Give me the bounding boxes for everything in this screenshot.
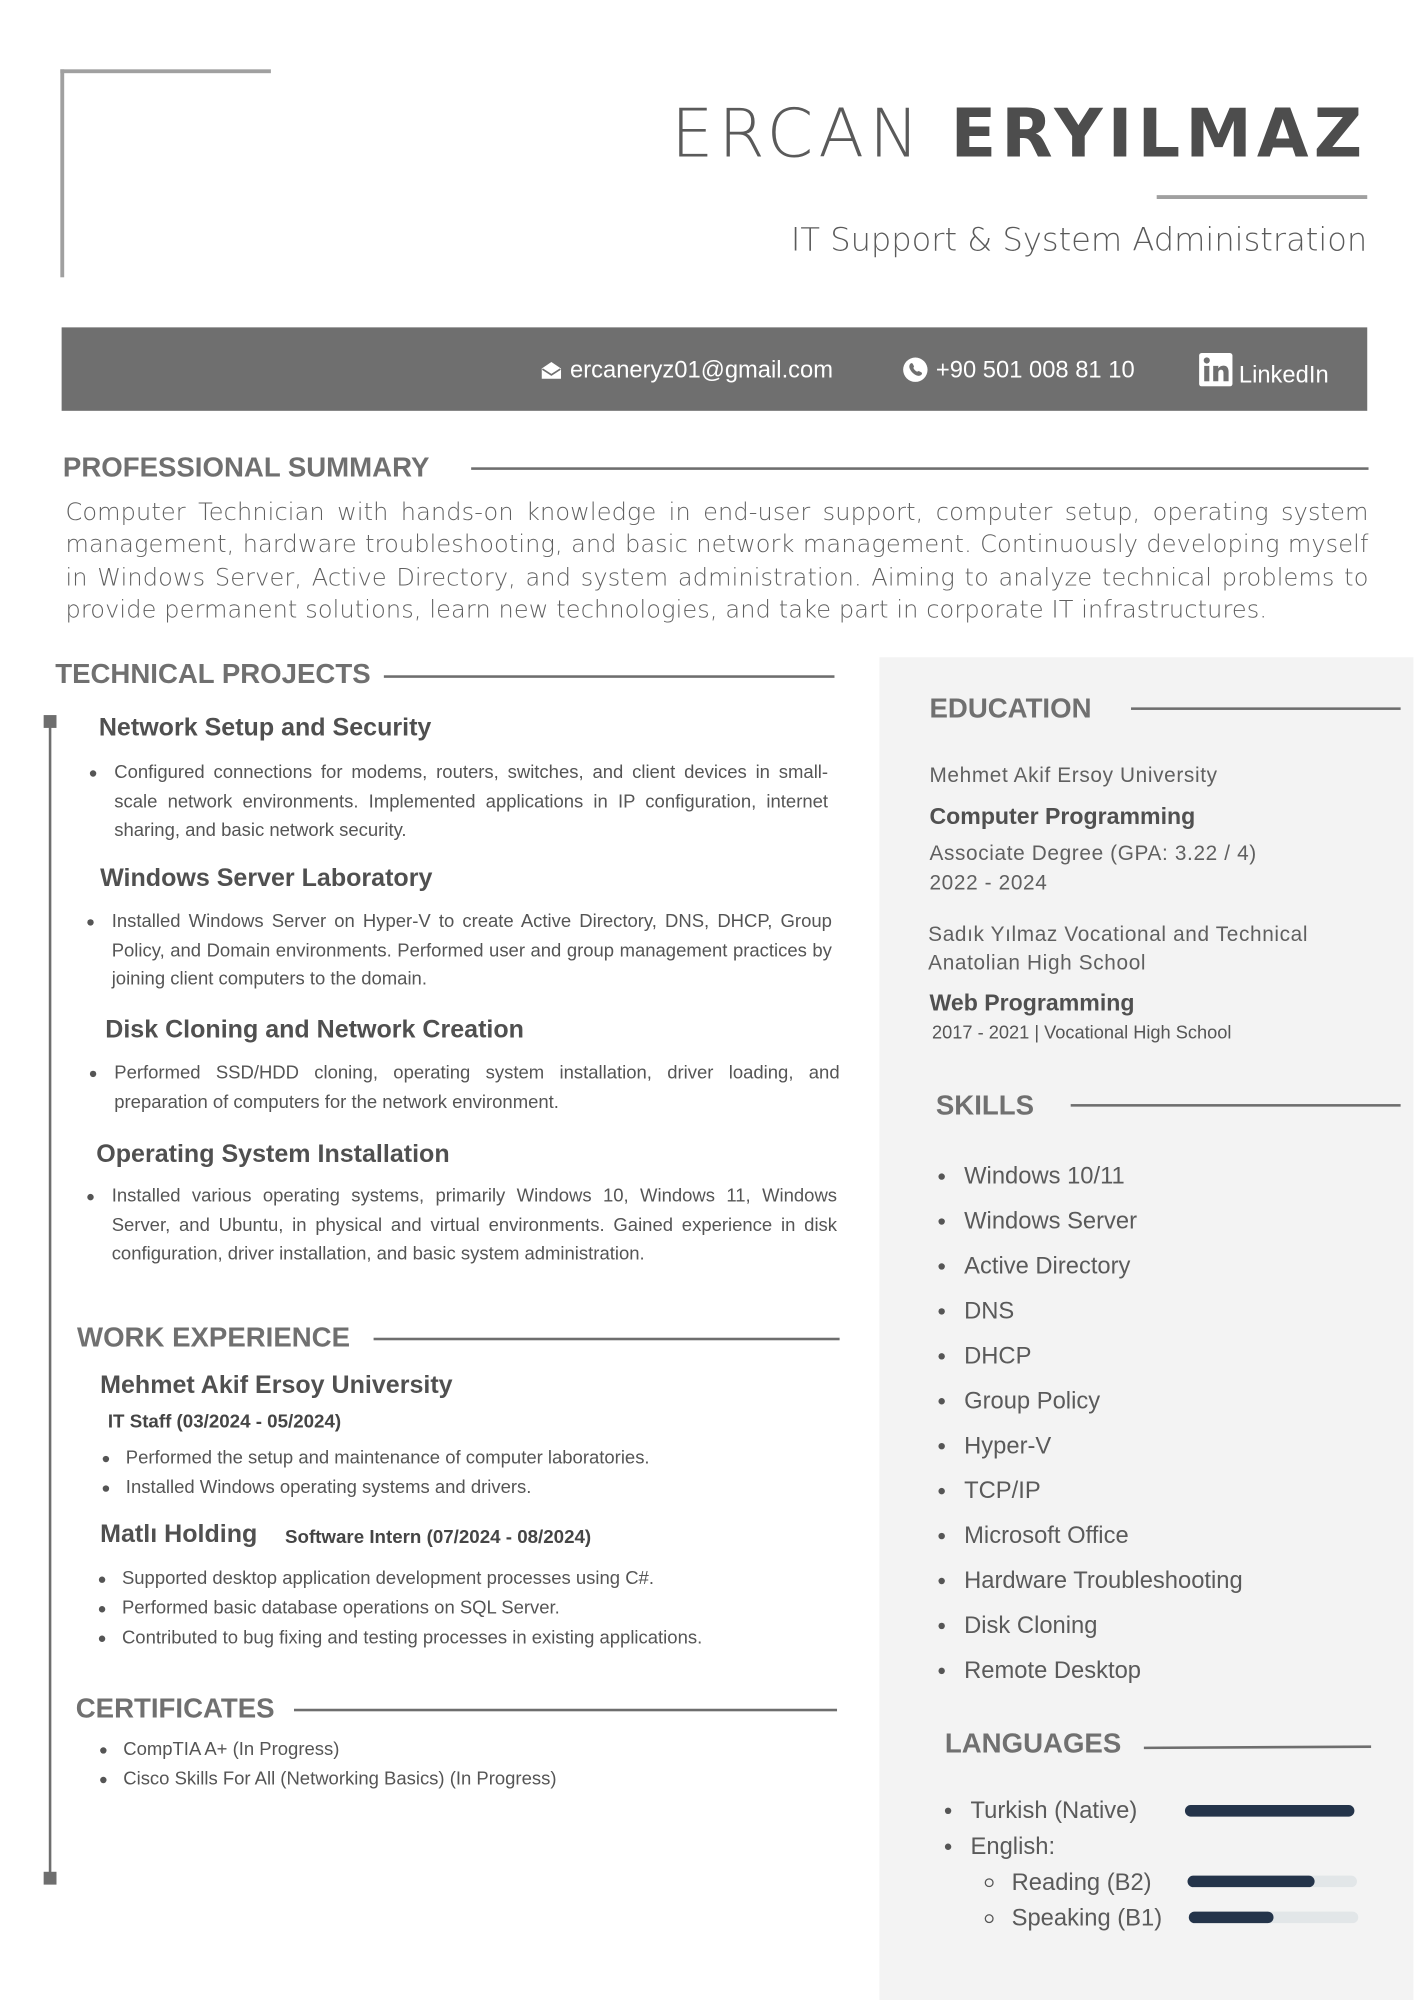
experience-heading: WORK EXPERIENCE [77, 1322, 351, 1354]
project-title: Network Setup and Security [98, 713, 432, 743]
education-details: 2017 - 2021 | Vocational High School [932, 1023, 1232, 1044]
project-title: Disk Cloning and Network Creation [105, 1015, 524, 1044]
project-title: Operating System Installation [96, 1140, 450, 1169]
list-item: Performed basic database operations on SQL Server. [122, 1594, 560, 1623]
corner-frame-left [60, 69, 64, 277]
corner-frame-top [60, 69, 271, 73]
reading-level-bar [1188, 1876, 1357, 1888]
contact-phone[interactable] [903, 357, 1135, 383]
turkish-level-bar [1185, 1805, 1354, 1817]
last-name: ERYILMAZ [950, 96, 1368, 174]
skill-item: Hyper-V [964, 1431, 1052, 1459]
projects-rule [384, 675, 835, 677]
skill-item: Disk Cloning [964, 1611, 1098, 1639]
skill-item: Microsoft Office [964, 1521, 1129, 1549]
timeline-end-marker [44, 1872, 57, 1885]
program-name: Web Programming [929, 989, 1135, 1016]
company-name: Mehmet Akif Ersoy University [100, 1371, 453, 1400]
skill-item: Hardware Troubleshooting [964, 1566, 1243, 1594]
company-name: Matlı Holding [100, 1520, 258, 1549]
speaking-level-fill [1189, 1912, 1274, 1924]
skill-item: TCP/IP [964, 1476, 1041, 1504]
reading-level-fill [1188, 1876, 1315, 1888]
skills-heading: SKILLS [935, 1089, 1035, 1121]
full-name [671, 95, 1367, 175]
skill-item: Windows Server [964, 1206, 1138, 1234]
linkedin-icon [1199, 353, 1235, 386]
certificates-rule [294, 1709, 837, 1711]
english-reading: Reading (B2) [1011, 1867, 1152, 1895]
education-heading: EDUCATION [929, 693, 1092, 725]
school-name-cont: Anatolian High School [928, 951, 1147, 975]
certificates-heading: CERTIFICATES [75, 1693, 275, 1725]
skill-item: DNS [964, 1296, 1015, 1324]
program-name: Computer Programming [929, 803, 1196, 830]
project-title: Windows Server Laboratory [100, 863, 433, 893]
contact-linkedin[interactable] [1199, 352, 1329, 388]
project-description: Installed various operating systems, primarily Windows 10, Windows 11, Windows Server, and Ubuntu, in physical and virtual environments. Gained experience in disk configuration, driver installation, and basic system administration. [112, 1182, 837, 1269]
timeline-line [49, 721, 52, 1879]
phone-text[interactable]: +90 501 008 81 10 [935, 355, 1135, 383]
summary-text: Computer Technician with hands-on knowledge in end-user support, computer setup, operating system management, hardware troubleshooting, and basic network management. Continuously developing myself in Windows Server, Active Directory, and system administration. Aiming to analyze technical problems to provide permanent solutions, learn new technologies, and take part in corporate IT infrastructures. [65, 499, 1369, 624]
project-description: Configured connections for modems, routers, switches, and client devices in small-scale network environments. Implemented applications in IP configuration, internet sharing, and basic network security. [114, 759, 828, 846]
education-rule [1131, 707, 1401, 709]
school-name: Sadık Yılmaz Vocational and Technical [928, 923, 1309, 947]
list-item: Contributed to bug fixing and testing processes in existing applications. [122, 1624, 702, 1653]
project-description: Installed Windows Server on Hyper-V to create Active Directory, DNS, DHCP, Group Policy, and Domain environments. Performed user and group management practices by joining client computers to the domain. [112, 908, 832, 995]
speaking-level-bar [1189, 1912, 1358, 1924]
job-title: IT Support & System Administration [790, 220, 1368, 259]
language-turkish: Turkish (Native) [970, 1796, 1138, 1823]
summary-rule [471, 467, 1368, 469]
project-description: Performed SSD/HDD cloning, operating system installation, driver loading, and preparation of computers for the network environment. [114, 1059, 839, 1117]
english-speaking: Speaking (B1) [1011, 1903, 1163, 1931]
job-role: Software Intern (07/2024 - 08/2024) [285, 1527, 592, 1549]
turkish-level-fill [1185, 1805, 1354, 1817]
first-name: ERCAN [671, 96, 925, 174]
list-item: Installed Windows operating systems and drivers. [126, 1474, 532, 1503]
list-item: Supported desktop application development processes using C#. [122, 1565, 654, 1594]
list-item: Cisco Skills For All (Networking Basics) (In Progress) [123, 1765, 556, 1794]
contact-email[interactable] [540, 357, 833, 383]
job-role: IT Staff (03/2024 - 05/2024) [107, 1412, 342, 1433]
skill-item: DHCP [964, 1341, 1032, 1369]
experience-rule [374, 1338, 840, 1340]
name-underline [1157, 195, 1368, 199]
skill-item: Group Policy [964, 1386, 1101, 1414]
skill-item: Active Directory [964, 1251, 1131, 1279]
years-text: 2022 - 2024 [929, 871, 1048, 895]
summary-heading: PROFESSIONAL SUMMARY [62, 451, 430, 483]
skill-item: Remote Desktop [964, 1656, 1142, 1684]
linkedin-text[interactable]: LinkedIn [1238, 360, 1329, 388]
degree-text: Associate Degree (GPA: 3.22 / 4) [929, 842, 1257, 866]
projects-heading: TECHNICAL PROJECTS [55, 658, 371, 690]
envelope-icon [540, 360, 562, 379]
skill-item: Windows 10/11 [964, 1161, 1125, 1189]
email-text[interactable]: ercaneryz01@gmail.com [570, 355, 834, 383]
list-item: CompTIA A+ (In Progress) [123, 1736, 339, 1765]
list-item: Performed the setup and maintenance of computer laboratories. [126, 1444, 650, 1473]
timeline-start-marker [44, 715, 57, 728]
skills-rule [1071, 1104, 1401, 1106]
phone-icon [903, 357, 929, 383]
school-name: Mehmet Akif Ersoy University [929, 763, 1218, 787]
languages-heading: LANGUAGES [944, 1727, 1122, 1759]
language-english: English: [970, 1831, 1056, 1859]
